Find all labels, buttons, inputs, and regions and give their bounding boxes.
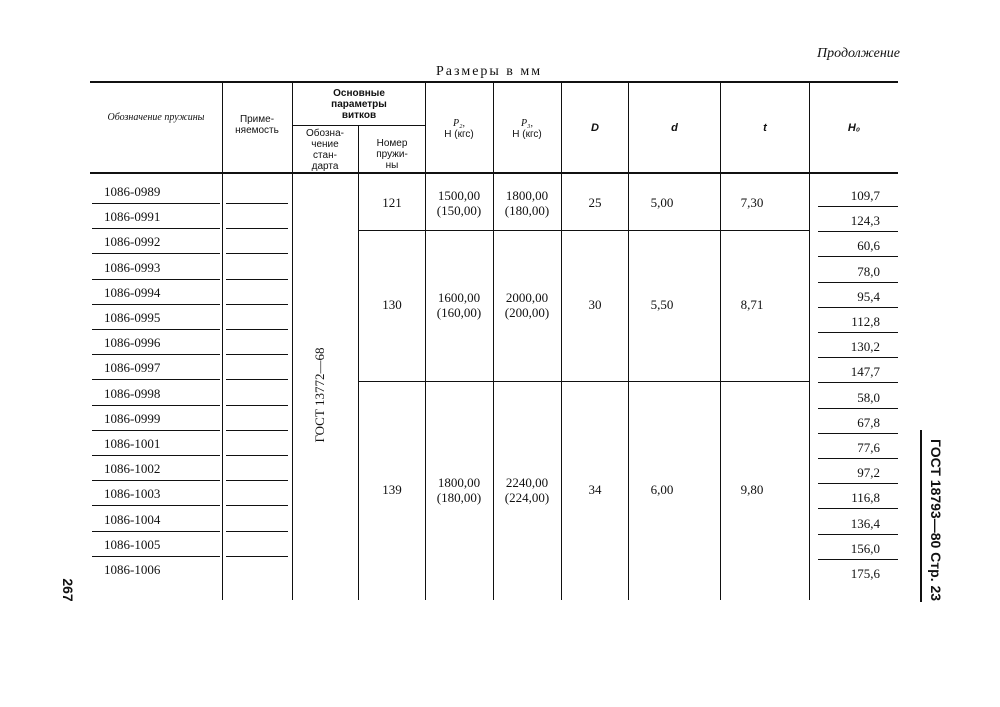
table-top-rule (90, 81, 898, 83)
row-rule (226, 203, 288, 204)
spring-designation: 1086-1004 (104, 511, 161, 527)
row-rule (818, 357, 898, 358)
spring-designation: 1086-1003 (104, 486, 161, 502)
row-rule (818, 508, 898, 509)
h0-value: 124,3 (850, 213, 880, 229)
p3-newtons: 2240,00 (505, 475, 549, 490)
p3-newtons: 1800,00 (505, 188, 549, 203)
header-H0: H₀ (847, 122, 861, 134)
header-p2: P₂, Н (кгс) (444, 118, 474, 140)
row-rule (818, 534, 898, 535)
row-rule (92, 405, 220, 406)
spring-designation: 1086-0993 (104, 259, 161, 275)
p2-newtons: 1500,00 (437, 188, 481, 203)
row-rule (226, 354, 288, 355)
header-t: t (763, 122, 767, 134)
group-separator-1 (359, 230, 809, 231)
row-rule (92, 203, 220, 204)
d-value: 5,00 (650, 195, 674, 210)
row-rule (818, 559, 898, 560)
spring-no-value: 130 (382, 297, 402, 312)
header-d: d (671, 122, 678, 134)
row-rule (92, 556, 220, 557)
group-separator-2 (359, 381, 809, 382)
header-spring-number: Номер пружи- ны (376, 138, 408, 171)
row-rule (226, 329, 288, 330)
row-rule (92, 228, 220, 229)
h0-value: 77,6 (857, 440, 880, 455)
spring-designation: 1086-0996 (104, 335, 161, 351)
row-rule (92, 279, 220, 280)
h0-value: 97,2 (857, 465, 880, 481)
row-rule (92, 253, 220, 254)
spring-no-value: 121 (382, 195, 402, 210)
p2-newtons: 1600,00 (437, 290, 481, 305)
h0-value: 116,8 (851, 490, 880, 506)
units-title: Размеры в мм (436, 64, 543, 79)
row-rule (92, 430, 220, 431)
p3-kgf: (180,00) (504, 203, 550, 218)
header-p3: P₃, Н (кгс) (512, 118, 542, 140)
standard-designation: ГОСТ 13772—68 (312, 347, 327, 443)
row-rule (818, 206, 898, 207)
row-rule (818, 382, 898, 383)
h0-value: 112,8 (851, 314, 880, 329)
row-rule (92, 379, 220, 380)
spring-designation: 1086-1001 (104, 436, 161, 451)
d-value: 25 (588, 195, 602, 210)
d-value: 6,00 (650, 482, 674, 497)
header-bottom-rule (90, 172, 898, 174)
spring-designation: 1086-0994 (104, 284, 161, 300)
row-rule (226, 531, 288, 532)
spring-designation: 1086-0995 (104, 310, 161, 325)
d-value: 5,50 (650, 297, 674, 312)
p2-force (427, 188, 491, 218)
row-rule (818, 256, 898, 257)
side-label: ГОСТ 18793—80 Стр. 23 (928, 438, 944, 602)
spring-no-value: 139 (382, 482, 402, 497)
header-applicability: Приме- няемость (235, 114, 279, 136)
row-rule (226, 455, 288, 456)
p3-force (495, 188, 559, 218)
p2-force (427, 475, 491, 505)
h0-value: 58,0 (857, 389, 880, 405)
spring-designation: 1086-1006 (104, 562, 161, 577)
h0-value: 136,4 (850, 515, 880, 531)
h0-value: 67,8 (857, 414, 880, 430)
p2-kgf: (180,00) (436, 490, 482, 505)
spring-designation: 1086-0998 (104, 385, 161, 401)
p2-newtons: 1800,00 (437, 475, 481, 490)
spring-designation: 1086-0997 (104, 360, 161, 376)
t-value: 8,71 (740, 297, 764, 312)
row-rule (226, 556, 288, 557)
row-rule (818, 433, 898, 434)
continuation-label: Продолжение (817, 46, 900, 61)
h0-value: 78,0 (857, 263, 880, 279)
row-rule (226, 253, 288, 254)
h0-value: 147,7 (850, 364, 880, 380)
row-rule (226, 480, 288, 481)
side-rule (920, 430, 922, 602)
row-rule (226, 505, 288, 506)
row-rule (92, 304, 220, 305)
row-rule (226, 405, 288, 406)
d-value: 34 (588, 482, 602, 497)
spring-designation: 1086-0991 (104, 209, 161, 225)
p2-force (427, 290, 491, 320)
p3-force (495, 475, 559, 505)
p2-kgf: (150,00) (436, 203, 482, 218)
row-rule (92, 329, 220, 330)
header-designation: Обозначение пружины (107, 112, 205, 123)
row-rule (818, 408, 898, 409)
h0-value: 60,6 (857, 238, 880, 254)
h0-value: 109,7 (850, 188, 880, 203)
row-rule (226, 304, 288, 305)
row-rule (226, 379, 288, 380)
row-rule (818, 458, 898, 459)
d-value: 30 (588, 297, 602, 312)
header-std-designation: Обозна- чение стан- дарта (306, 128, 344, 172)
row-rule (226, 430, 288, 431)
spring-designation: 1086-0992 (104, 234, 161, 250)
row-rule (92, 455, 220, 456)
row-rule (818, 282, 898, 283)
spring-designation: 1086-1005 (104, 536, 161, 552)
row-rule (92, 354, 220, 355)
row-rule (818, 231, 898, 232)
p3-kgf: (200,00) (504, 305, 550, 320)
p3-kgf: (224,00) (504, 490, 550, 505)
header-D: D (591, 122, 599, 134)
row-rule (226, 279, 288, 280)
h0-value: 130,2 (850, 339, 880, 355)
row-rule (818, 307, 898, 308)
row-rule (92, 531, 220, 532)
spring-designation: 1086-0999 (104, 410, 161, 426)
p3-newtons: 2000,00 (505, 290, 549, 305)
row-rule (226, 228, 288, 229)
spring-designation: 1086-0989 (104, 184, 161, 199)
row-rule (92, 505, 220, 506)
row-rule (92, 480, 220, 481)
h0-value: 95,4 (857, 288, 880, 304)
p2-kgf: (160,00) (436, 305, 482, 320)
row-rule (818, 483, 898, 484)
row-rule (818, 332, 898, 333)
p3-force (495, 290, 559, 320)
spring-designation: 1086-1002 (104, 461, 161, 477)
h0-value: 156,0 (850, 540, 880, 556)
t-value: 7,30 (740, 195, 764, 210)
t-value: 9,80 (740, 482, 764, 497)
page-number: 267 (60, 578, 76, 602)
h0-value: 175,6 (850, 566, 880, 581)
header-main-params: Основные параметры витков (331, 88, 387, 121)
